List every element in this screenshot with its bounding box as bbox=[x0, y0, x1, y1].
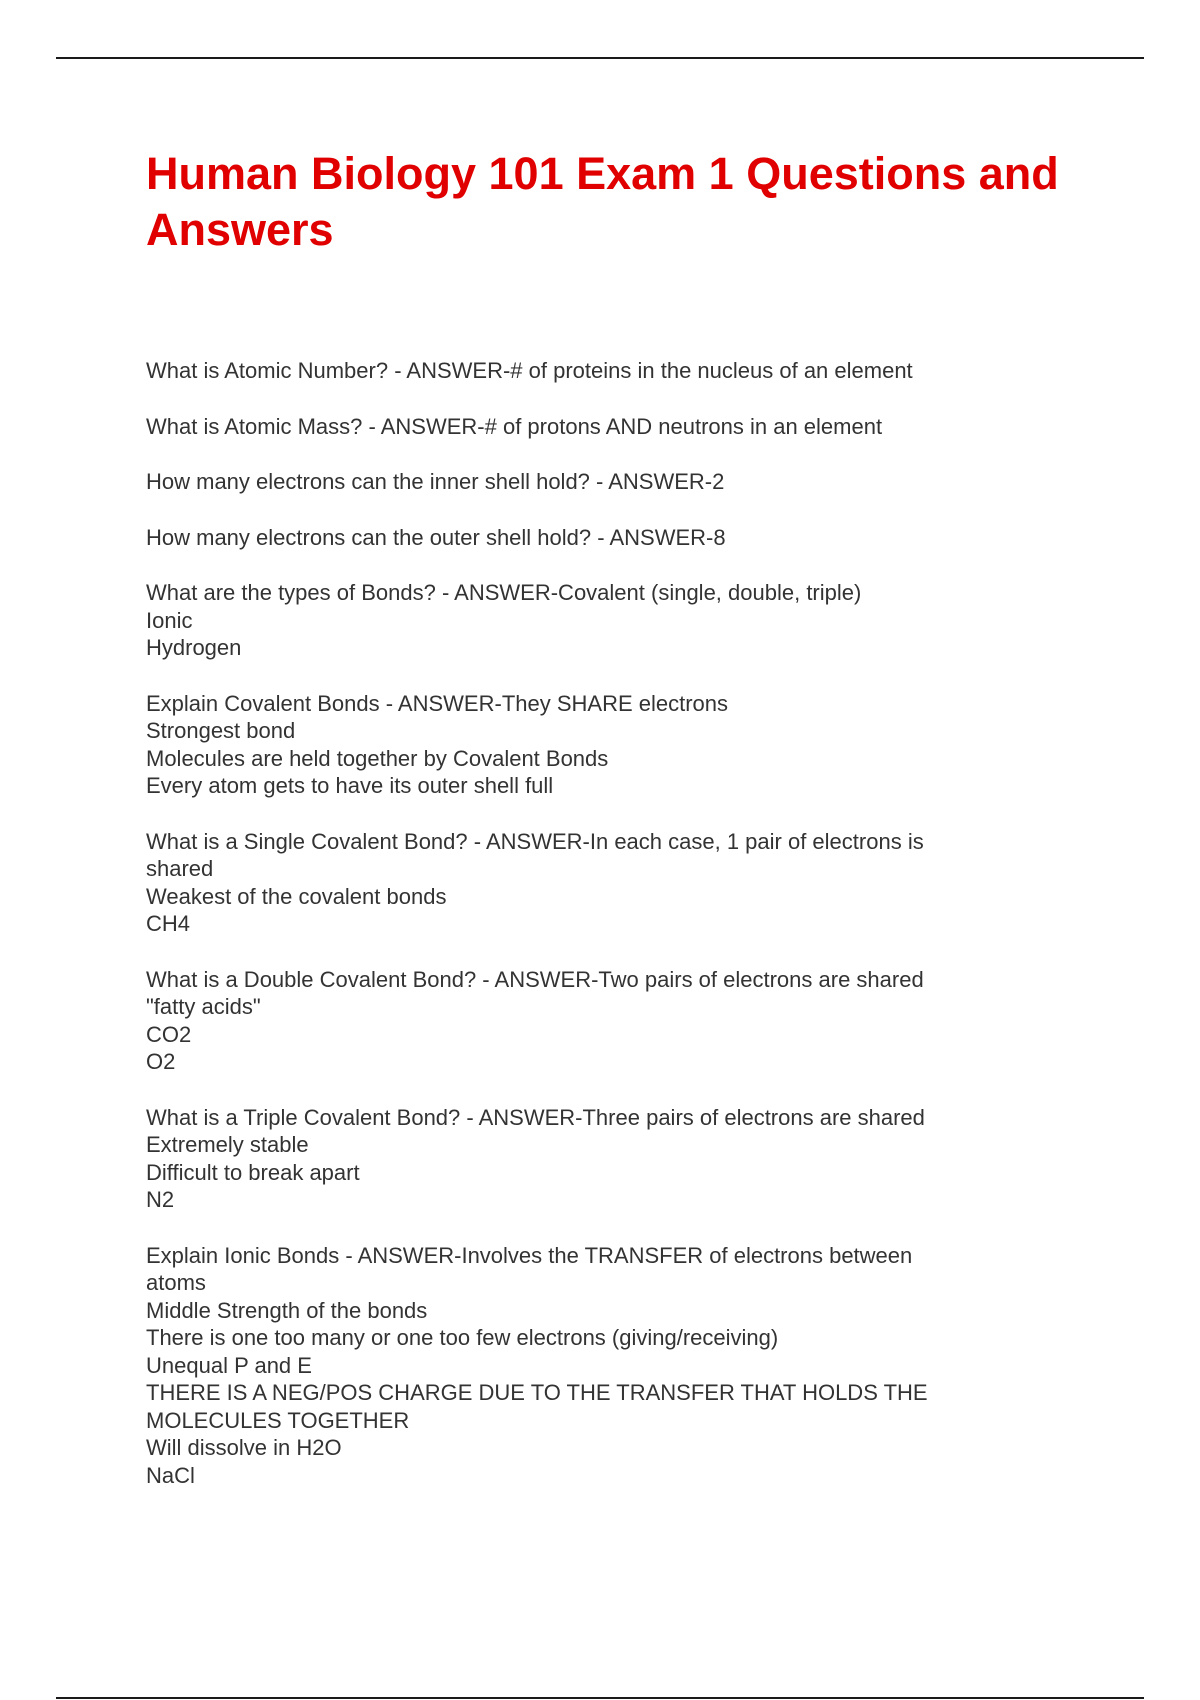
qa-answer-line: Every atom gets to have its outer shell full bbox=[146, 773, 554, 798]
qa-item bbox=[146, 579, 1046, 662]
qa-question-line: What is a Double Covalent Bond? - ANSWER-Two pairs of electrons are shared bbox=[146, 966, 924, 992]
qa-answer-line: Difficult to break apart bbox=[146, 1159, 360, 1185]
qa-answer-line: MOLECULES TOGETHER bbox=[146, 1407, 410, 1433]
footer-rule bbox=[56, 1697, 1144, 1699]
qa-question-line: What is a Triple Covalent Bond? - ANSWER-Three pairs of electrons are shared bbox=[146, 1104, 925, 1130]
qa-question-line: How many electrons can the inner shell hold? - ANSWER-2 bbox=[146, 469, 725, 494]
qa-answer-line: Will dissolve in H2O bbox=[146, 1435, 342, 1460]
qa-answer-line: Extremely stable bbox=[146, 1132, 309, 1157]
qa-answer-line: atoms bbox=[146, 1270, 206, 1295]
qa-item bbox=[146, 357, 1046, 385]
qa-answer-line: Ionic bbox=[146, 607, 193, 633]
qa-answer-line: Molecules are held together by Covalent Bonds bbox=[146, 745, 609, 771]
qa-answer-line: CH4 bbox=[146, 911, 191, 936]
qa-item bbox=[146, 1104, 1046, 1214]
qa-question-line: What is a Single Covalent Bond? - ANSWER-In each case, 1 pair of electrons is bbox=[146, 828, 924, 854]
qa-answer-line: NaCl bbox=[146, 1462, 195, 1488]
qa-answer-line: "fatty acids" bbox=[146, 994, 261, 1019]
qa-question-line: Explain Ionic Bonds - ANSWER-Involves the TRANSFER of electrons between bbox=[146, 1242, 913, 1268]
qa-answer-line: Strongest bond bbox=[146, 718, 296, 743]
qa-question-line: What is Atomic Number? - ANSWER-# of proteins in the nucleus of an element bbox=[146, 358, 913, 383]
qa-list bbox=[146, 357, 1046, 1517]
header-rule bbox=[56, 57, 1144, 59]
qa-question-line: What is Atomic Mass? - ANSWER-# of protons AND neutrons in an element bbox=[146, 413, 883, 439]
qa-item bbox=[146, 524, 1046, 552]
qa-question-line: Explain Covalent Bonds - ANSWER-They SHARE electrons bbox=[146, 690, 729, 716]
qa-answer-line: O2 bbox=[146, 1049, 176, 1074]
qa-question-line: How many electrons can the outer shell hold? - ANSWER-8 bbox=[146, 524, 726, 550]
qa-answer-line: shared bbox=[146, 856, 214, 881]
qa-answer-line: THERE IS A NEG/POS CHARGE DUE TO THE TRANSFER THAT HOLDS THE bbox=[146, 1380, 928, 1405]
qa-answer-line: N2 bbox=[146, 1187, 175, 1212]
qa-item bbox=[146, 966, 1046, 1076]
qa-question-line: What are the types of Bonds? - ANSWER-Covalent (single, double, triple) bbox=[146, 580, 862, 605]
qa-answer-line: There is one too many or one too few electrons (giving/receiving) bbox=[146, 1325, 779, 1350]
qa-answer-line: CO2 bbox=[146, 1021, 192, 1047]
qa-item bbox=[146, 828, 1046, 938]
qa-answer-line: Weakest of the covalent bonds bbox=[146, 883, 447, 909]
qa-answer-line: Unequal P and E bbox=[146, 1352, 312, 1378]
qa-answer-line: Middle Strength of the bonds bbox=[146, 1297, 428, 1323]
qa-item bbox=[146, 413, 1046, 441]
document-title: Human Biology 101 Exam 1 Questions and Answers bbox=[146, 148, 1059, 255]
qa-answer-line: Hydrogen bbox=[146, 635, 242, 660]
qa-item bbox=[146, 1242, 1046, 1490]
qa-item bbox=[146, 690, 1046, 800]
qa-item bbox=[146, 468, 1046, 496]
